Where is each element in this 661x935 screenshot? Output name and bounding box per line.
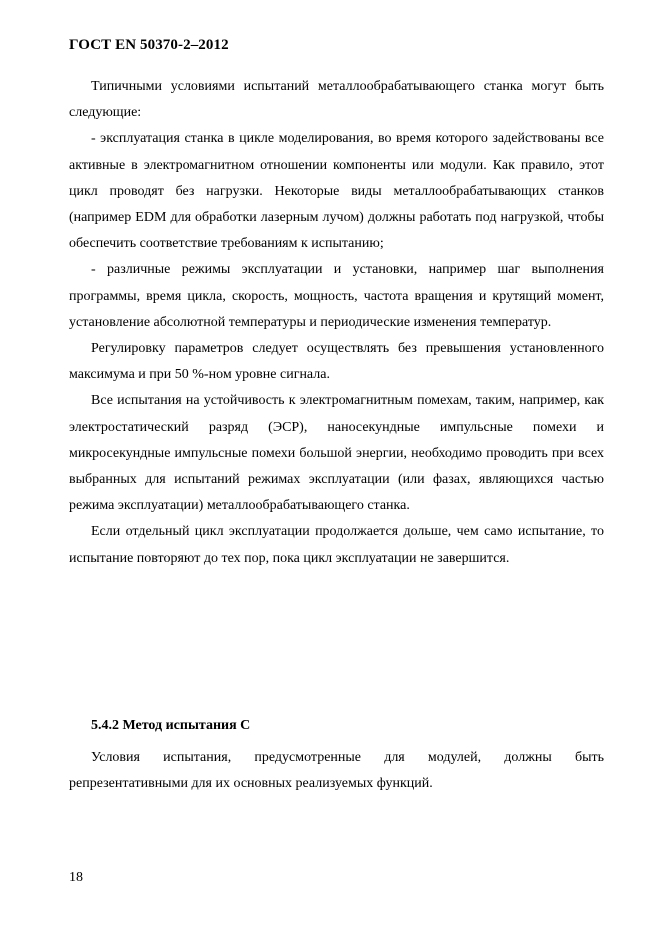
page-number: 18 [69, 870, 83, 885]
paragraph-regulation: Регулировку параметров следует осуществлять без превышения установленного максимума и при 50 %-ном уровне сигнала. [69, 341, 604, 383]
section-body [69, 745, 604, 797]
paragraph-item-cycle: - эксплуатация станка в цикле моделирования, во время которого задействованы все активные в электромагнитном отношении компоненты или модули. Как правило, этот цикл проводят без нагрузки. Некоторые виды металлообрабатывающих станков (например EDM для обработки лазерным лучом) должны работать под нагрузкой, чтобы обеспечить соответствие требованиям к испытанию; [69, 131, 604, 252]
body-text [69, 74, 604, 572]
paragraph-cycle-duration: Если отдельный цикл эксплуатации продолжается дольше, чем само испытание, то испытание повторяют до тех пор, пока цикл эксплуатации не завершится. [69, 524, 604, 566]
paragraph-intro: Типичными условиями испытаний металлообрабатывающего станка могут быть следующие: [69, 79, 604, 121]
section-heading: 5.4.2 Метод испытания С [91, 718, 251, 733]
paragraph-item-modes: - различные режимы эксплуатации и установки, например шаг выполнения программы, время цикла, скорость, мощность, частота вращения и крутящий момент, установление абсолютной температуры и периодические изменения температур. [69, 262, 604, 330]
paragraph-immunity-tests: Все испытания на устойчивость к электромагнитным помехам, таким, например, как электростатический разряд (ЭСР), наносекундные импульсные помехи и микросекундные импульсные помехи большой энергии, необходимо проводить при всех выбранных для испытаний режимах эксплуатации (или фазах, являющихся частью режима эксплуатации) металлообрабатывающего станка. [69, 393, 604, 514]
paragraph-method-c: Условия испытания, предусмотренные для модулей, должны быть репрезентативными для их основных реализуемых функций. [69, 750, 604, 792]
document-header: ГОСТ EN 50370-2–2012 [69, 37, 229, 53]
